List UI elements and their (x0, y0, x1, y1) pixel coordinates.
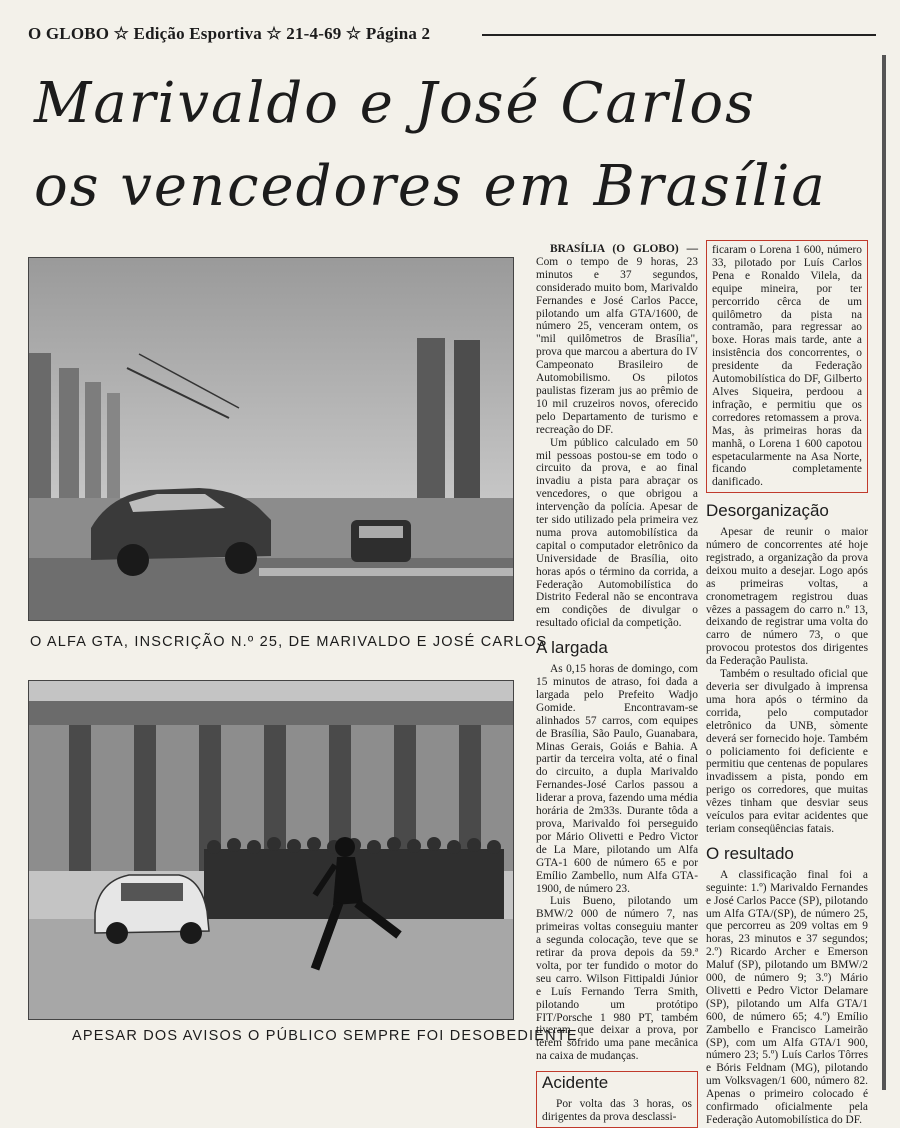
article-paragraph: Um público calculado em 50 mil pessoas postou-se em todo o circuito da prova, e ao final invadiu a pista para abraçar os vencedores, o que obrigou a intervenção da polícia. Apesar de ter sido utilizado pela primeira vez numa prova automobilística da capital o computador eletrônico da Universidade de Brasília, oito horas após o término da corrida, a Federação Automobilística do Distrito Federal não se encontrava em condições de divulgar o resultado oficial da competição. (536, 436, 698, 630)
article-column-2 (706, 240, 868, 1127)
article-paragraph: A classificação final foi a seguinte: 1.º) Marivaldo Fernandes e José Carlos Pacce (SP), pilotando um Alfa GTA/(SP), de número 25, que percorreu as 209 voltas em 9 horas, 23 minutos e 37 segundos; 2.º) Ricardo Archer e Emerson Maluf (SP), pilotando um BMW/2 000, de número 9; 3.º) Mário Olivetti e Pedro Victor Delamare (SP), pilotando um Alfa GTA/1 600, de número 65; 4.º) Emílio Zambello e Francisco Lameirão (SP), com um Alfa GTA/1 900, número 23; 5.º) Luís Carlos Tôrres e Bóris Feldnam (MG), pilotando um Volksvagen/1 600, número 82. Apenas o primeiro colocado é confirmado oficialmente pela Federação Automobilística do DF. (706, 868, 868, 1126)
article-column-1 (536, 243, 698, 1128)
subhead-resultado: O resultado (706, 843, 794, 863)
article-paragraph: Também o resultado oficial que deveria ser divulgado à imprensa uma hora após o término da corrida, pelo computador eletrônico da UNB, sòmente deverá ser fornecido hoje. Também o policiamento foi deficiente e permitiu que centenas de populares invadissem a pista, pondo em perigo os corredores, que muitas vêzes tinham que desviar seus veículos para evitar acidentes que teriam conseqüências fatais. (706, 668, 868, 835)
headline (34, 62, 874, 228)
article-text: Com o tempo de 9 horas, 23 minutos e 37 segundos, considerado muito bom, Marivaldo Fernandes e José Carlos Pacce, pilotando um alfa GTA/1600, de número 25, venceram ontem, os "mil quilômetros de Brasília", prova que marcou a abertura do IV Campeonato Brasileiro de Automobilismo. Os pilotos paulistas fizeram jus ao prêmio de 10 mil cruzeiros novos, oferecido pelo Departamento de turismo e recreação do DF. (536, 255, 698, 436)
subhead-desorganizacao: Desorganização (706, 501, 829, 521)
headline-line-1: Marivaldo e José Carlos (34, 71, 756, 136)
dateline: BRASÍLIA (O GLOBO) — (550, 243, 698, 255)
photo-caption-bottom: APESAR DOS AVISOS O PÚBLICO SEMPRE FOI DESOBEDIENTE (72, 1028, 578, 1044)
headline-line-2: os vencedores em Brasília (34, 154, 827, 219)
photo-spectators-image (29, 681, 513, 1019)
acidente-box (536, 1071, 698, 1128)
page-edge-rule (882, 55, 886, 1090)
photo-caption-top: O ALFA GTA, INSCRIÇÃO N.º 25, DE MARIVALDO E JOSÉ CARLOS (30, 634, 548, 650)
article-paragraph: As 0,15 horas de domingo, com 15 minutos de atraso, foi dada a largada pelo Prefeito Wadjo Gomide. Encontravam-se alinhados 57 carros, com equipes de Brasília, São Paulo, Guanabara, Minas Gerais, Goiás e Bahia. A partir da terceira volta, até o final do circuito, a dupla Marivaldo Fernandes-José Carlos passou a liderar a prova, fazendo uma média horária de 2m33s. Durante tôda a prova, Marivaldo foi perseguido por Mário Olivetti e Pedro Victor de La Mare, pilotando um Alfa GTA-1 600 de número 65 e por Emílio Zambello, num Alfa GTA-1900, de número 23. (536, 663, 698, 895)
subhead-acidente: Acidente (542, 1073, 609, 1093)
acidente-continuation-box (706, 240, 868, 493)
article-paragraph: Por volta das 3 horas, os dirigentes da prova desclassi- (542, 1098, 692, 1123)
article-paragraph: ficaram o Lorena 1 600, número 33, pilotado por Luís Carlos Pena e Ronaldo Vilela, da equipe mineira, por ter percorrido cêrca de um quilômetro da pista na contramão, para regressar ao boxe. Horas mais tarde, ante a insistência dos concorrentes, o presidente da Federação Automobilística do DF, Gilberto Alves Siqueira, perdoou a infração, e permitiu que os corredores retomassem a prova. Mas, às primeiras horas da manhã, o Lorena 1 600 capotou espetacularmente na Asa Norte, ficando completamente danificado. (712, 244, 862, 489)
article-paragraph: Apesar de reunir o maior número de concorrentes até hoje registrado, a organização da prova deixou muito a desejar. Logo após as primeiras voltas, a cronometragem registrou duas vêzes a passagem do carro n.º 13, deixando de registrar uma volta do carro de número 73, o que provocou protestos dos dirigentes da Federação Paulista. (706, 526, 868, 668)
photo-alfa-gta (28, 257, 514, 621)
photo-alfa-gta-image (29, 258, 513, 620)
photo-spectators (28, 680, 514, 1020)
article-paragraph (536, 243, 698, 437)
masthead: O GLOBO ☆ Edição Esportiva ☆ 21-4-69 ☆ Página 2 (28, 24, 431, 43)
subhead-largada: A largada (536, 638, 608, 658)
article-paragraph: Luis Bueno, pilotando um BMW/2 000 de número 7, nas primeiras voltas conseguiu manter a segunda colocação, teve que se retirar da prova depois da 59.ª volta, por ter fundido o motor do seu carro. Wilson Fittipaldi Júnior e Luís Fernando Terra Smith, pilotando um protótipo FIT/Porsche 1 980 PT, também tiveram que deixar a prova, por terem sofrido uma pane mecânica na caixa de mudanças. (536, 895, 698, 1063)
masthead-rule (482, 34, 876, 36)
